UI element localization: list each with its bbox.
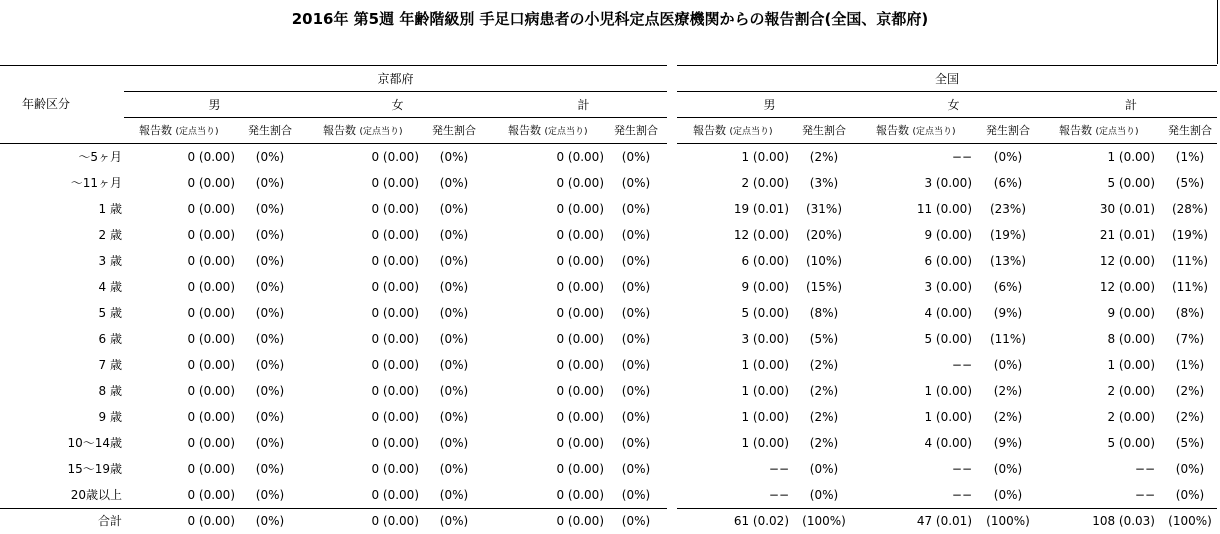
rate-cell: (7%) [1175,332,1205,346]
rate-cell: (0%) [255,384,285,398]
rate-cell: (0%) [439,410,469,424]
rate-cell: (0%) [439,462,469,476]
rate-cell: (0%) [255,306,285,320]
frame-edge [1217,0,1218,64]
rate-cell: (0%) [621,410,651,424]
report-count-cell: 1 (0.00) [1107,358,1155,372]
report-count-cell: −− [768,488,789,502]
rate-cell: (0%) [439,254,469,268]
report-count-cell: 2 (0.00) [741,176,789,190]
group-header-0: 京都府 [377,72,414,86]
rate-cell: (0%) [255,280,285,294]
sex-header-0: 男 [208,98,221,112]
sex-header-1: 女 [391,98,404,112]
report-count-cell: 19 (0.01) [733,202,789,216]
report-count-label: 報告数 [693,124,730,137]
rate-cell: (0%) [255,150,285,164]
rate-cell: (0%) [809,462,839,476]
report-count-cell: 2 (0.00) [1107,384,1155,398]
report-count-label: 報告数 [139,124,176,137]
report-count-cell: 4 (0.00) [924,436,972,450]
report-count-cell: 0 (0.00) [556,306,604,320]
header-top-line-left [0,65,667,66]
rate-cell: (0%) [621,280,651,294]
rate-cell: (28%) [1171,202,1209,216]
report-count-cell: 9 (0.00) [1107,306,1155,320]
report-count-cell: 30 (0.01) [1099,202,1155,216]
report-count-cell: 12 (0.00) [1099,254,1155,268]
total-report-count-cell: 0 (0.00) [556,514,604,528]
row-label: 8 歳 [98,384,122,398]
report-count-cell: 21 (0.01) [1099,228,1155,242]
per-site-label: (定点当り) [175,127,219,137]
report-count-label: 報告数 [508,124,545,137]
report-count-cell: 0 (0.00) [371,332,419,346]
sex-line-national [677,117,1217,118]
sex-header-2: 計 [577,98,590,112]
report-count-cell: 5 (0.00) [1107,176,1155,190]
report-count-cell: 0 (0.00) [371,358,419,372]
rate-cell: (2%) [809,410,839,424]
rate-cell: (2%) [1175,410,1205,424]
report-count-cell: 0 (0.00) [556,280,604,294]
report-count-cell: 0 (0.00) [187,488,235,502]
row-label: 2 歳 [98,228,122,242]
report-count-cell: 0 (0.00) [371,410,419,424]
rate-cell: (0%) [621,176,651,190]
report-count-cell: 0 (0.00) [371,306,419,320]
rate-cell: (20%) [805,228,843,242]
report-count-cell: −− [1134,488,1155,502]
rate-cell: (5%) [809,332,839,346]
report-count-cell: 6 (0.00) [741,254,789,268]
rate-cell: (0%) [439,488,469,502]
report-count-cell: 0 (0.00) [556,436,604,450]
report-count-cell: 2 (0.00) [1107,410,1155,424]
report-count-cell: 0 (0.00) [187,306,235,320]
rate-cell: (2%) [809,436,839,450]
rate-cell: (9%) [993,436,1023,450]
row-label: 6 歳 [98,332,122,346]
row-label: 10〜14歳 [67,436,122,450]
col-rate-header-4: 発生割合 [986,124,1030,137]
rate-cell: (11%) [1171,254,1209,268]
rate-cell: (13%) [989,254,1027,268]
per-site-label: (定点当り) [729,127,773,137]
total-report-count-cell: 61 (0.02) [733,514,789,528]
rate-cell: (0%) [439,202,469,216]
age-group-header: 年齢区分 [22,97,71,111]
rate-cell: (0%) [255,228,285,242]
report-count-cell: −− [951,150,972,164]
sex-header-4: 女 [947,98,960,112]
row-label: 1 歳 [98,202,122,216]
col-rate-header-5: 発生割合 [1168,124,1212,137]
total-report-count-cell: 0 (0.00) [187,514,235,528]
report-count-label: 報告数 [1059,124,1096,137]
sex-line-kyoto [124,117,667,118]
col-rate-header-2: 発生割合 [614,124,658,137]
rate-cell: (0%) [621,254,651,268]
rate-cell: (0%) [255,462,285,476]
report-count-cell: 0 (0.00) [556,462,604,476]
total-report-count-cell: 108 (0.03) [1092,514,1155,528]
col-report-header-4 [876,124,956,139]
rate-cell: (0%) [621,384,651,398]
report-count-cell: 0 (0.00) [187,358,235,372]
rate-cell: (23%) [989,202,1027,216]
report-count-cell: 8 (0.00) [1107,332,1155,346]
report-count-cell: 0 (0.00) [556,176,604,190]
col-rate-header-3: 発生割合 [802,124,846,137]
page-title: 2016年 第5週 年齢階級別 手足口病患者の小児科定点医療機関からの報告割合(全国、京都府) [291,10,929,28]
per-site-label: (定点当り) [544,127,588,137]
report-count-cell: 0 (0.00) [187,332,235,346]
total-report-count-cell: 47 (0.01) [916,514,972,528]
report-count-cell: 4 (0.00) [924,306,972,320]
rate-cell: (0%) [1175,462,1205,476]
header-bottom-line-left [0,143,667,144]
report-count-cell: −− [951,462,972,476]
report-count-cell: 0 (0.00) [556,228,604,242]
rate-cell: (0%) [621,228,651,242]
total-rate-cell: (100%) [802,514,846,528]
total-report-count-cell: 0 (0.00) [371,514,419,528]
total-rate-cell: (0%) [255,514,285,528]
group-header-1: 全国 [934,72,959,86]
report-count-cell: 9 (0.00) [741,280,789,294]
report-count-cell: 0 (0.00) [371,384,419,398]
rate-cell: (0%) [993,150,1023,164]
rate-cell: (2%) [809,150,839,164]
col-rate-header-0: 発生割合 [248,124,292,137]
row-label: 5 歳 [98,306,122,320]
rate-cell: (8%) [809,306,839,320]
col-report-header-5 [1059,124,1139,139]
report-count-cell: 0 (0.00) [187,410,235,424]
report-count-cell: 1 (0.00) [741,384,789,398]
row-label: 15〜19歳 [67,462,122,476]
per-site-label: (定点当り) [1095,127,1139,137]
report-count-cell: 12 (0.00) [733,228,789,242]
rate-cell: (0%) [1175,488,1205,502]
rate-cell: (0%) [439,150,469,164]
rate-cell: (0%) [255,410,285,424]
rate-cell: (0%) [255,254,285,268]
rate-cell: (0%) [621,358,651,372]
group-line-kyoto [124,91,667,92]
col-report-header-0 [139,124,219,139]
rate-cell: (19%) [1171,228,1209,242]
rate-cell: (11%) [989,332,1027,346]
rate-cell: (1%) [1175,150,1205,164]
rate-cell: (0%) [255,176,285,190]
row-label: 9 歳 [98,410,122,424]
rate-cell: (0%) [621,332,651,346]
report-count-cell: 0 (0.00) [371,280,419,294]
rate-cell: (0%) [255,488,285,502]
report-count-cell: 0 (0.00) [371,436,419,450]
report-count-cell: 0 (0.00) [187,436,235,450]
report-count-cell: 1 (0.00) [924,410,972,424]
rate-cell: (0%) [809,488,839,502]
row-label: 4 歳 [98,280,122,294]
total-line-right [677,508,1217,509]
report-count-cell: 0 (0.00) [371,488,419,502]
header-top-line-right [677,65,1217,66]
rate-cell: (3%) [809,176,839,190]
report-count-cell: 3 (0.00) [924,280,972,294]
report-count-cell: 1 (0.00) [741,410,789,424]
total-rate-cell: (0%) [439,514,469,528]
report-count-cell: 0 (0.00) [187,228,235,242]
row-label: 〜11ヶ月 [70,176,122,190]
report-count-cell: 0 (0.00) [556,488,604,502]
report-count-cell: 9 (0.00) [924,228,972,242]
total-rate-cell: (100%) [986,514,1030,528]
report-count-cell: 0 (0.00) [556,384,604,398]
report-count-cell: 0 (0.00) [556,332,604,346]
col-rate-header-1: 発生割合 [432,124,476,137]
report-count-cell: 12 (0.00) [1099,280,1155,294]
report-count-cell: 0 (0.00) [556,358,604,372]
rate-cell: (2%) [1175,384,1205,398]
sex-header-5: 計 [1124,98,1137,112]
report-count-cell: 0 (0.00) [371,228,419,242]
report-count-cell: 0 (0.00) [556,150,604,164]
rate-cell: (0%) [439,176,469,190]
total-line-left [0,508,667,509]
rate-cell: (1%) [1175,358,1205,372]
rate-cell: (0%) [439,436,469,450]
rate-cell: (0%) [993,358,1023,372]
rate-cell: (0%) [993,488,1023,502]
report-count-cell: −− [951,358,972,372]
rate-cell: (10%) [805,254,843,268]
col-report-header-3 [693,124,773,139]
report-count-cell: 0 (0.00) [187,176,235,190]
col-report-header-2 [508,124,588,139]
header-bottom-line-right [677,143,1217,144]
rate-cell: (9%) [993,306,1023,320]
report-count-cell: 0 (0.00) [371,462,419,476]
report-count-cell: 0 (0.00) [556,410,604,424]
rate-cell: (0%) [621,436,651,450]
report-count-cell: 0 (0.00) [556,202,604,216]
report-count-cell: 0 (0.00) [187,150,235,164]
report-count-cell: 0 (0.00) [371,254,419,268]
report-count-cell: 0 (0.00) [371,150,419,164]
report-count-cell: 1 (0.00) [741,358,789,372]
rate-cell: (5%) [1175,436,1205,450]
rate-cell: (2%) [993,384,1023,398]
report-count-cell: 5 (0.00) [1107,436,1155,450]
rate-cell: (0%) [621,150,651,164]
report-count-label: 報告数 [323,124,360,137]
rate-cell: (0%) [255,332,285,346]
report-count-cell: 5 (0.00) [741,306,789,320]
report-count-cell: 3 (0.00) [924,176,972,190]
rate-cell: (0%) [255,202,285,216]
report-count-cell: 11 (0.00) [916,202,972,216]
report-count-cell: 3 (0.00) [741,332,789,346]
report-count-cell: 0 (0.00) [371,176,419,190]
report-count-cell: 6 (0.00) [924,254,972,268]
rate-cell: (6%) [993,176,1023,190]
rate-cell: (0%) [439,384,469,398]
report-count-cell: 0 (0.00) [371,202,419,216]
rate-cell: (0%) [439,358,469,372]
rate-cell: (0%) [621,488,651,502]
rate-cell: (0%) [993,462,1023,476]
report-count-cell: 0 (0.00) [187,280,235,294]
report-count-cell: −− [1134,462,1155,476]
report-count-cell: 0 (0.00) [556,254,604,268]
row-label: 〜5ヶ月 [78,150,122,164]
report-count-cell: 5 (0.00) [924,332,972,346]
rate-cell: (0%) [621,202,651,216]
rate-cell: (2%) [809,384,839,398]
col-report-header-1 [323,124,403,139]
rate-cell: (15%) [805,280,843,294]
rate-cell: (6%) [993,280,1023,294]
rate-cell: (0%) [621,306,651,320]
total-rate-cell: (0%) [621,514,651,528]
report-count-cell: 1 (0.00) [741,436,789,450]
rate-cell: (11%) [1171,280,1209,294]
report-count-cell: 1 (0.00) [1107,150,1155,164]
rate-cell: (0%) [439,280,469,294]
report-count-cell: 0 (0.00) [187,384,235,398]
row-label: 3 歳 [98,254,122,268]
rate-cell: (0%) [439,332,469,346]
rate-cell: (2%) [993,410,1023,424]
report-count-cell: 1 (0.00) [741,150,789,164]
report-count-label: 報告数 [876,124,913,137]
report-count-cell: 0 (0.00) [187,202,235,216]
rate-cell: (0%) [255,436,285,450]
rate-cell: (0%) [255,358,285,372]
group-line-national [677,91,1217,92]
rate-cell: (8%) [1175,306,1205,320]
rate-cell: (19%) [989,228,1027,242]
report-count-cell: −− [768,462,789,476]
report-count-cell: 0 (0.00) [187,462,235,476]
rate-cell: (0%) [621,462,651,476]
rate-cell: (0%) [439,306,469,320]
per-site-label: (定点当り) [912,127,956,137]
report-count-cell: 0 (0.00) [187,254,235,268]
report-count-cell: 1 (0.00) [924,384,972,398]
rate-cell: (0%) [439,228,469,242]
sex-header-3: 男 [763,98,776,112]
rate-cell: (5%) [1175,176,1205,190]
rate-cell: (31%) [805,202,843,216]
rate-cell: (2%) [809,358,839,372]
report-count-cell: −− [951,488,972,502]
per-site-label: (定点当り) [359,127,403,137]
row-label: 20歳以上 [70,488,122,502]
row-label: 7 歳 [98,358,122,372]
total-row-label: 合計 [97,514,122,528]
total-rate-cell: (100%) [1168,514,1212,528]
